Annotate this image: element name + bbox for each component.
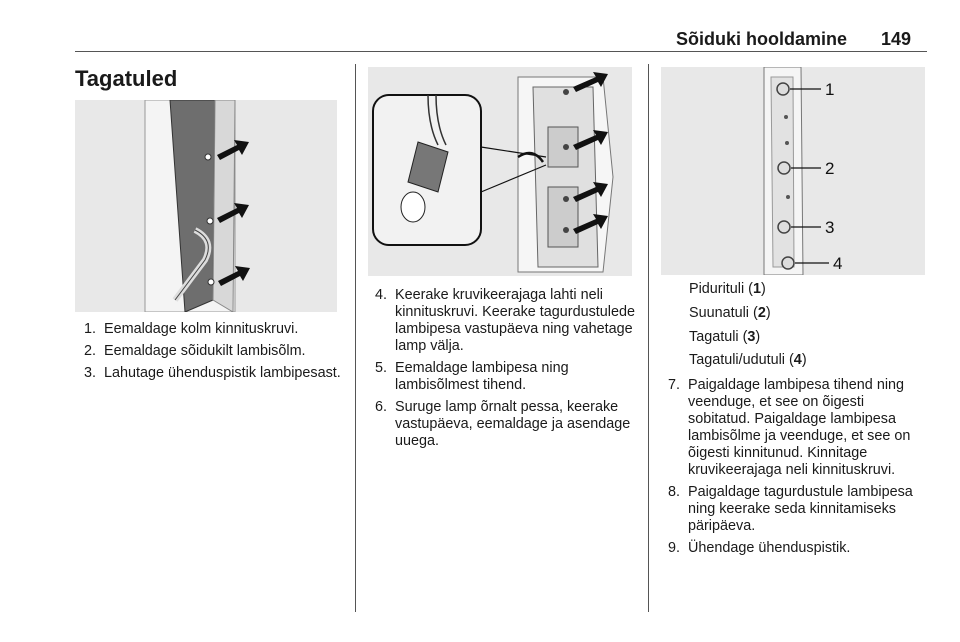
- chapter-title: Sõiduki hooldamine: [676, 29, 848, 49]
- callout-2: 2: [825, 159, 835, 178]
- caption-turn-signal: Suunatuli (2): [689, 305, 771, 321]
- column-divider: [648, 64, 649, 612]
- column-divider: [355, 64, 356, 612]
- steps-list-column2: [375, 287, 637, 455]
- callout-1: 1: [825, 80, 835, 99]
- list-item: 6. Suruge lamp õrnalt pessa, keerake vastupäeva, eemaldage ja asendage uuega.: [375, 399, 631, 449]
- figure-bulb-positions: [661, 67, 925, 275]
- caption-brake-light: Pidurituli (1): [689, 281, 766, 297]
- list-item: 7. Paigaldage lambipesa tihend ning veenduge, et see on õigesti sobitatud. Paigaldage lambipesa lambisõlme ja veenduge, et see on õigesti kinnitunud. Kinnitage kruvikeerajaga neli kinnituskruvi.: [668, 377, 911, 478]
- callout-4: 4: [833, 254, 843, 273]
- figure-lamp-assembly: [368, 67, 632, 276]
- list-item: 2. Eemaldage sõidukilt lambisõlm.: [84, 343, 306, 359]
- steps-list-column1: [84, 321, 344, 387]
- figure-taillight-mounted: [75, 100, 337, 312]
- page-number: 149: [881, 29, 912, 49]
- list-item: 1. Eemaldage kolm kinnituskruvi.: [84, 321, 299, 337]
- list-item: 5. Eemaldage lambipesa ning lambisõlmest tihend.: [375, 360, 569, 393]
- list-item: 9. Ühendage ühenduspistik.: [668, 540, 851, 556]
- header-rule: [75, 51, 927, 52]
- list-item: 8. Paigaldage tagurdustule lambipesa ning keerake seda kinnitamiseks päripäeva.: [668, 484, 913, 534]
- callout-3: 3: [825, 218, 835, 237]
- caption-fog-light: Tagatuli/udutuli (4): [689, 352, 807, 368]
- list-item: 4. Keerake kruvikeerajaga lahti neli kinnituskruvi. Keerake tagurdustulede lambipesa vastupäeva ning vahetage lamp välja.: [375, 287, 635, 354]
- section-title: Tagatuled: [75, 66, 178, 91]
- steps-list-column3: [668, 377, 930, 562]
- caption-tail-light: Tagatuli (3): [689, 329, 761, 345]
- list-item: 3. Lahutage ühenduspistik lambipesast.: [84, 365, 341, 381]
